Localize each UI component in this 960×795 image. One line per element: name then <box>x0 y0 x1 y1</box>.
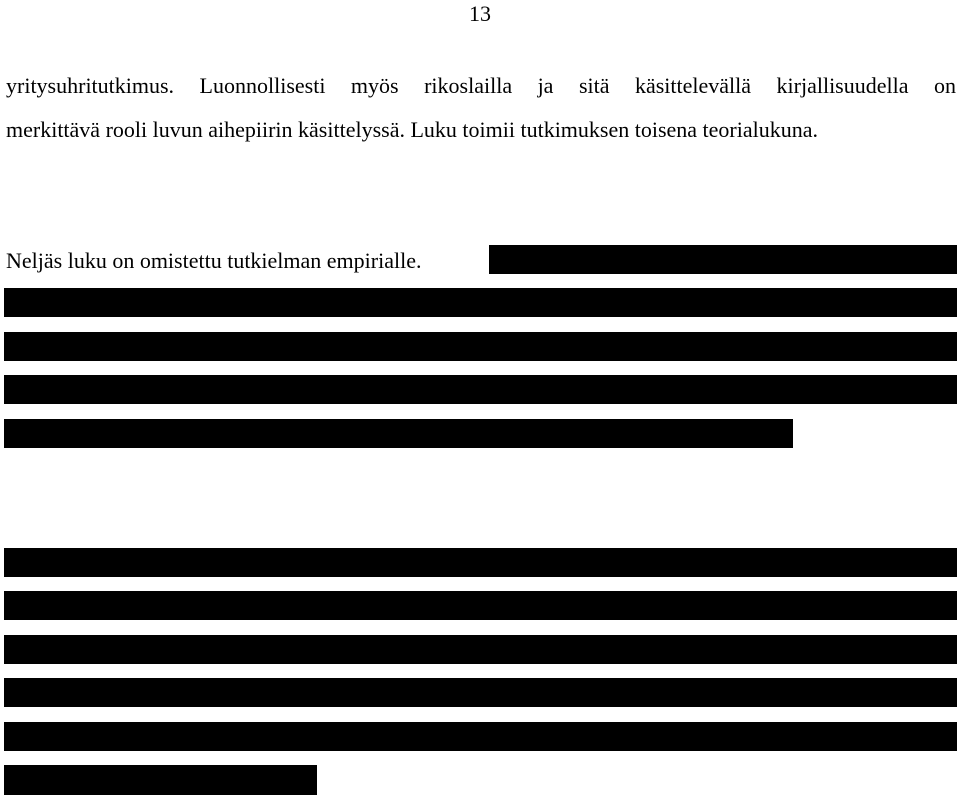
text-line: Neljäs luku on omistettu tutkielman empirialle. <box>6 248 422 273</box>
text-line: yritysuhritutkimus. Luonnollisesti myös rikoslailla ja sitä käsittelevällä kirjallisuudella on <box>6 73 956 98</box>
redaction-bar <box>4 419 793 448</box>
page-number: 13 <box>469 1 491 26</box>
text-line: merkittävä rooli luvun aihepiirin käsittelyssä. Luku toimii tutkimuksen toisena teorialukuna. <box>6 117 819 142</box>
redaction-bar <box>4 288 957 317</box>
redaction-bar <box>4 722 957 751</box>
redaction-bar <box>4 765 317 795</box>
redaction-bar <box>4 332 957 361</box>
redaction-bar <box>4 678 957 707</box>
redaction-bar <box>4 635 957 664</box>
redaction-bar <box>4 591 957 620</box>
redaction-bar <box>4 375 957 404</box>
redaction-bar <box>489 245 957 274</box>
redaction-bar <box>4 548 957 577</box>
